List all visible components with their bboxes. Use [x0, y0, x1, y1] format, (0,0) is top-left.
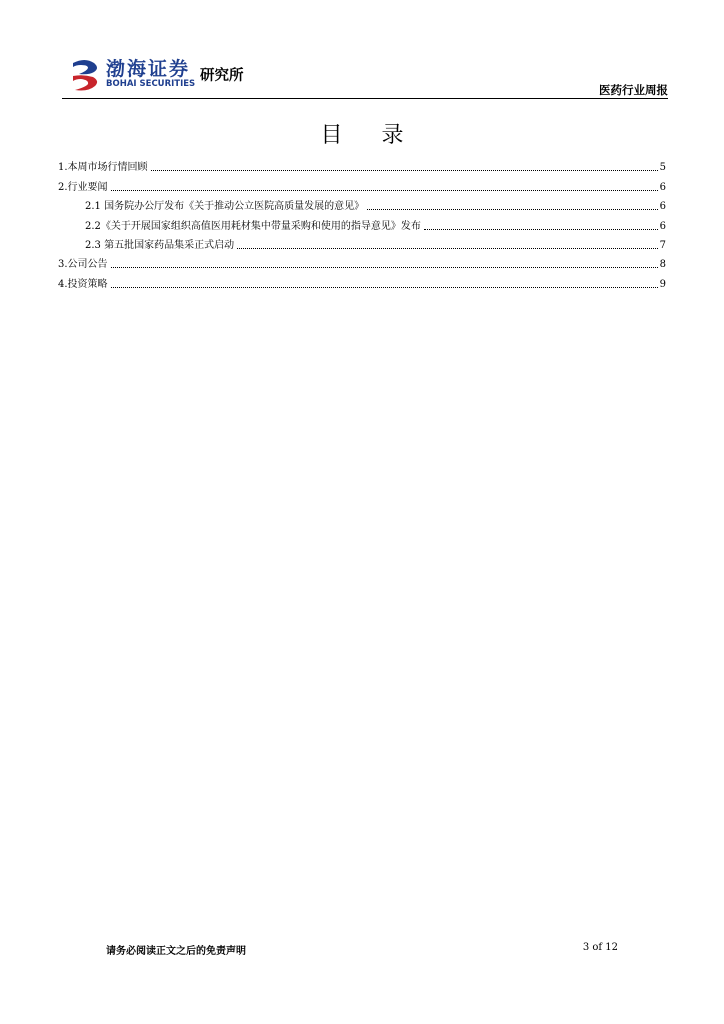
toc-leader-dots — [111, 189, 658, 191]
page-header — [62, 50, 668, 100]
toc-entry[interactable] — [58, 271, 666, 290]
toc-entry-text: 2.2《关于开展国家组织高值医用耗材集中带量采购和使用的指导意见》发布 — [85, 220, 421, 232]
toc-entry-text: 3.公司公告 — [58, 259, 108, 271]
toc-leader-dots — [111, 286, 658, 288]
report-type: 医药行业周报 — [599, 83, 668, 97]
toc-entry-page: 6 — [659, 220, 666, 232]
toc-leader-dots — [111, 266, 658, 268]
table-of-contents — [58, 155, 666, 291]
bohai-logo-icon — [67, 57, 103, 93]
toc-subentry[interactable] — [58, 213, 666, 232]
company-name-cn: 渤海证券 — [106, 58, 191, 80]
toc-entry-page: 6 — [659, 181, 666, 193]
header-divider — [62, 98, 668, 99]
toc-entry[interactable] — [58, 155, 666, 174]
toc-entry-text: 2.3 第五批国家药品集采正式启动 — [85, 239, 235, 251]
toc-subentry[interactable] — [58, 194, 666, 213]
toc-entry[interactable] — [58, 174, 666, 193]
toc-subentry[interactable] — [58, 233, 666, 252]
toc-entry-page: 6 — [659, 201, 666, 213]
toc-entry-text: 2.行业要闻 — [58, 181, 108, 193]
toc-entry[interactable] — [58, 252, 666, 271]
toc-entry-page: 9 — [659, 278, 666, 290]
company-name-en: BOHAI SECURITIES — [106, 79, 196, 89]
toc-leader-dots — [151, 169, 658, 171]
toc-entry-text: 2.1 国务院办公厅发布《关于推动公立医院高质量发展的意见》 — [85, 201, 365, 213]
institute-label: 研究所 — [200, 68, 244, 84]
footer-disclaimer: 请务必阅读正文之后的免责声明 — [106, 946, 246, 957]
toc-leader-dots — [367, 208, 658, 210]
toc-leader-dots — [237, 247, 658, 249]
toc-entry-page: 8 — [659, 259, 666, 271]
toc-title: 目 录 — [320, 123, 420, 148]
toc-entry-text: 4.投资策略 — [58, 278, 108, 290]
footer-page-number: 3 of 12 — [582, 942, 618, 953]
toc-leader-dots — [424, 228, 658, 230]
toc-entry-text: 1.本周市场行情回顾 — [58, 162, 148, 174]
toc-entry-page: 5 — [659, 162, 666, 174]
toc-entry-page: 7 — [659, 239, 666, 251]
